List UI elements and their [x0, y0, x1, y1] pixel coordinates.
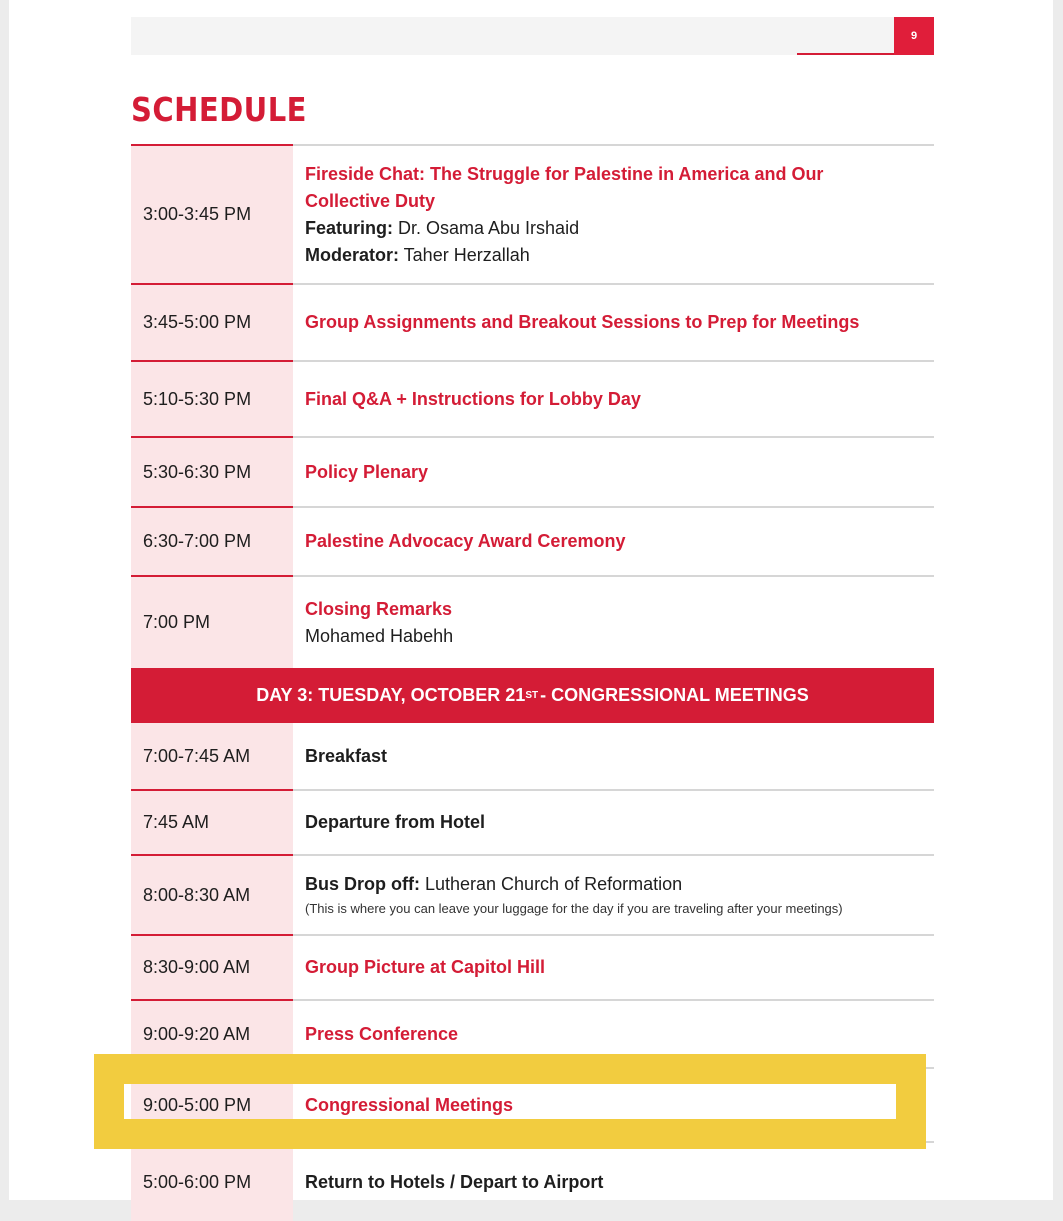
- session-title-line-1: Fireside Chat: The Struggle for Palestine in America and Our: [305, 163, 824, 184]
- day-banner-prefix: DAY 3: TUESDAY, OCTOBER 21: [256, 685, 526, 705]
- row-time: 3:00-3:45 PM: [131, 144, 293, 283]
- schedule-row: [131, 934, 934, 999]
- schedule-row: [131, 283, 934, 360]
- row-description: [293, 936, 934, 999]
- row-time: 5:30-6:30 PM: [131, 436, 293, 506]
- bus-dropoff-line: [305, 874, 934, 895]
- moderator-line: [305, 242, 934, 269]
- schedule-row: [131, 506, 934, 575]
- session-title: Breakfast: [305, 745, 388, 766]
- schedule-row: [131, 360, 934, 436]
- row-time: 5:10-5:30 PM: [131, 360, 293, 436]
- row-description: [293, 791, 934, 854]
- featuring-line: [305, 215, 934, 242]
- session-title: Press Conference: [305, 1023, 459, 1044]
- schedule-row: [131, 144, 934, 283]
- schedule-row: [131, 575, 934, 668]
- session-title: Palestine Advocacy Award Ceremony: [305, 531, 626, 551]
- row-time: 9:00-9:20 AM: [131, 999, 293, 1067]
- row-time: 3:45-5:00 PM: [131, 283, 293, 360]
- row-description: [293, 508, 934, 575]
- row-description: [293, 856, 934, 934]
- row-time: 9:00-5:00 PM: [131, 1067, 293, 1141]
- bus-dropoff-value: Lutheran Church of Reformation: [419, 874, 683, 894]
- bus-dropoff-label: Bus Drop off:: [305, 874, 420, 894]
- page-number: 9: [894, 17, 934, 55]
- row-description: [293, 1143, 934, 1221]
- row-description: [293, 723, 934, 789]
- day-banner-ordinal: ST: [525, 690, 539, 701]
- schedule-row: [131, 854, 934, 934]
- row-time: 6:30-7:00 PM: [131, 506, 293, 575]
- session-title-line-2: Collective Duty: [305, 190, 436, 211]
- row-time: 5:00-6:00 PM: [131, 1141, 293, 1221]
- session-title: Group Picture at Capitol Hill: [305, 957, 546, 977]
- schedule-row: [131, 723, 934, 789]
- row-time: 8:30-9:00 AM: [131, 934, 293, 999]
- page-header-bar: [131, 17, 934, 55]
- schedule-row: [131, 1141, 934, 1221]
- highlight-box: [94, 1054, 926, 1149]
- row-description: [293, 146, 934, 283]
- featuring-label: Featuring:: [305, 217, 393, 238]
- session-speaker: Mohamed Habehh: [305, 625, 454, 646]
- session-title: Congressional Meetings: [305, 1094, 514, 1115]
- schedule-row: [131, 436, 934, 506]
- session-title: Policy Plenary: [305, 461, 429, 482]
- row-time: 8:00-8:30 AM: [131, 854, 293, 934]
- row-description: [293, 438, 934, 506]
- luggage-note: (This is where you can leave your luggage for the day if you are traveling after your meetings): [305, 901, 843, 916]
- session-title: Group Assignments and Breakout Sessions to Prep for Meetings: [305, 312, 860, 332]
- featuring-value: Dr. Osama Abu Irshaid: [393, 217, 580, 238]
- day-banner-suffix: - CONGRESSIONAL MEETINGS: [540, 685, 809, 705]
- row-time: 7:45 AM: [131, 789, 293, 854]
- row-description: [293, 577, 934, 668]
- page-title: SCHEDULE: [131, 90, 307, 129]
- row-time: 7:00-7:45 AM: [131, 723, 293, 789]
- session-title: Final Q&A + Instructions for Lobby Day: [305, 388, 641, 409]
- moderator-label: Moderator:: [305, 244, 399, 265]
- schedule-row: [131, 789, 934, 854]
- session-title: Closing Remarks: [305, 598, 453, 619]
- moderator-value: Taher Herzallah: [399, 244, 530, 265]
- session-title: Departure from Hotel: [305, 812, 486, 832]
- row-description: [293, 285, 934, 360]
- day-3-banner: [131, 668, 934, 723]
- row-time: 7:00 PM: [131, 575, 293, 668]
- session-title: Return to Hotels / Depart to Airport: [305, 1171, 604, 1192]
- row-description: [293, 362, 934, 436]
